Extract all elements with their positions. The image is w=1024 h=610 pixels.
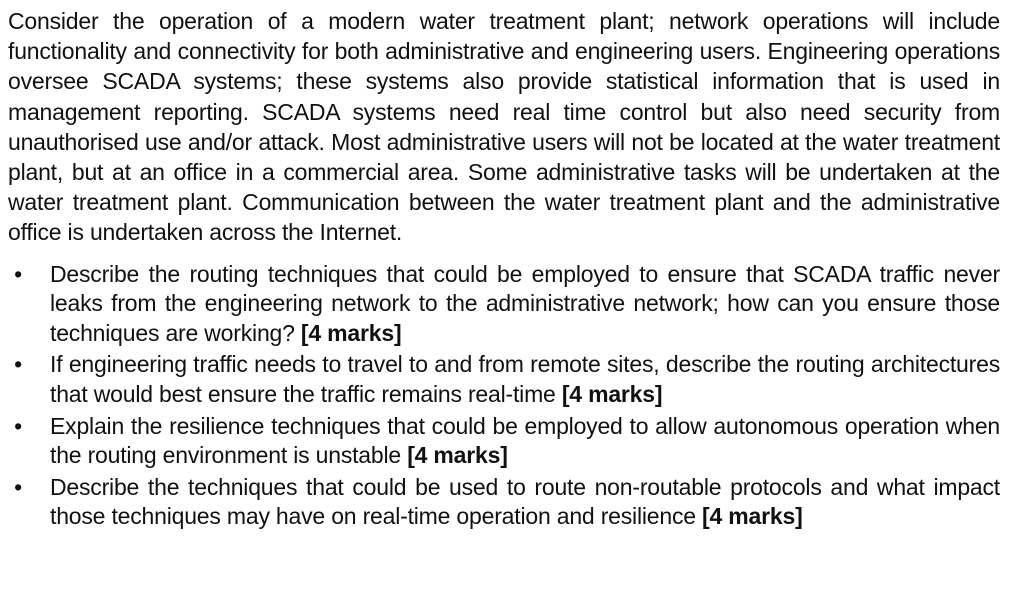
bullet-icon: • (14, 351, 22, 378)
question-item (8, 350, 1000, 409)
bullet-icon: • (14, 473, 22, 500)
question-item (8, 412, 1000, 471)
intro-paragraph: Consider the operation of a modern water treatment plant; network operations will include functionality and connectivity for both administrative and engineering users. Engineering operations oversee SCADA systems; these systems also provide statistical information that is used in management reporting. SCADA systems need real time control but also need security from unauthorised use and/or attack. Most administrative users will not be located at the water treatment plant, but at an office in a commercial area. Some administrative tasks will be undertaken at the water treatment plant. Communication between the water treatment plant and the administrative office is undertaken across the Internet. (8, 8, 1000, 246)
question-marks: [4 marks] (561, 381, 663, 407)
question-item (8, 260, 1000, 349)
question-list (8, 260, 1000, 532)
question-text: Describe the techniques that could be used to route non-routable protocols and what impact those techniques may have on real-time operation and resilience (50, 473, 1000, 530)
question-marks: [4 marks] (407, 442, 508, 469)
question-text: Explain the resilience techniques that could be employed to allow autonomous operation when the routing environment is unstable (50, 412, 1000, 469)
document-page (8, 6, 1000, 534)
question-item (8, 473, 1000, 532)
question-marks: [4 marks] (300, 319, 402, 346)
question-marks: [4 marks] (702, 503, 803, 530)
question-text: Describe the routing techniques that could be employed to ensure that SCADA traffic never leaks from the engineering network to the administrative network; how can you ensure those techniques are working? (50, 260, 1000, 346)
bullet-icon: • (14, 260, 22, 287)
bullet-icon: • (14, 412, 22, 439)
question-text: If engineering traffic needs to travel to and from remote sites, describe the routing architectures that would best ensure the traffic remains real-time (50, 351, 1000, 407)
